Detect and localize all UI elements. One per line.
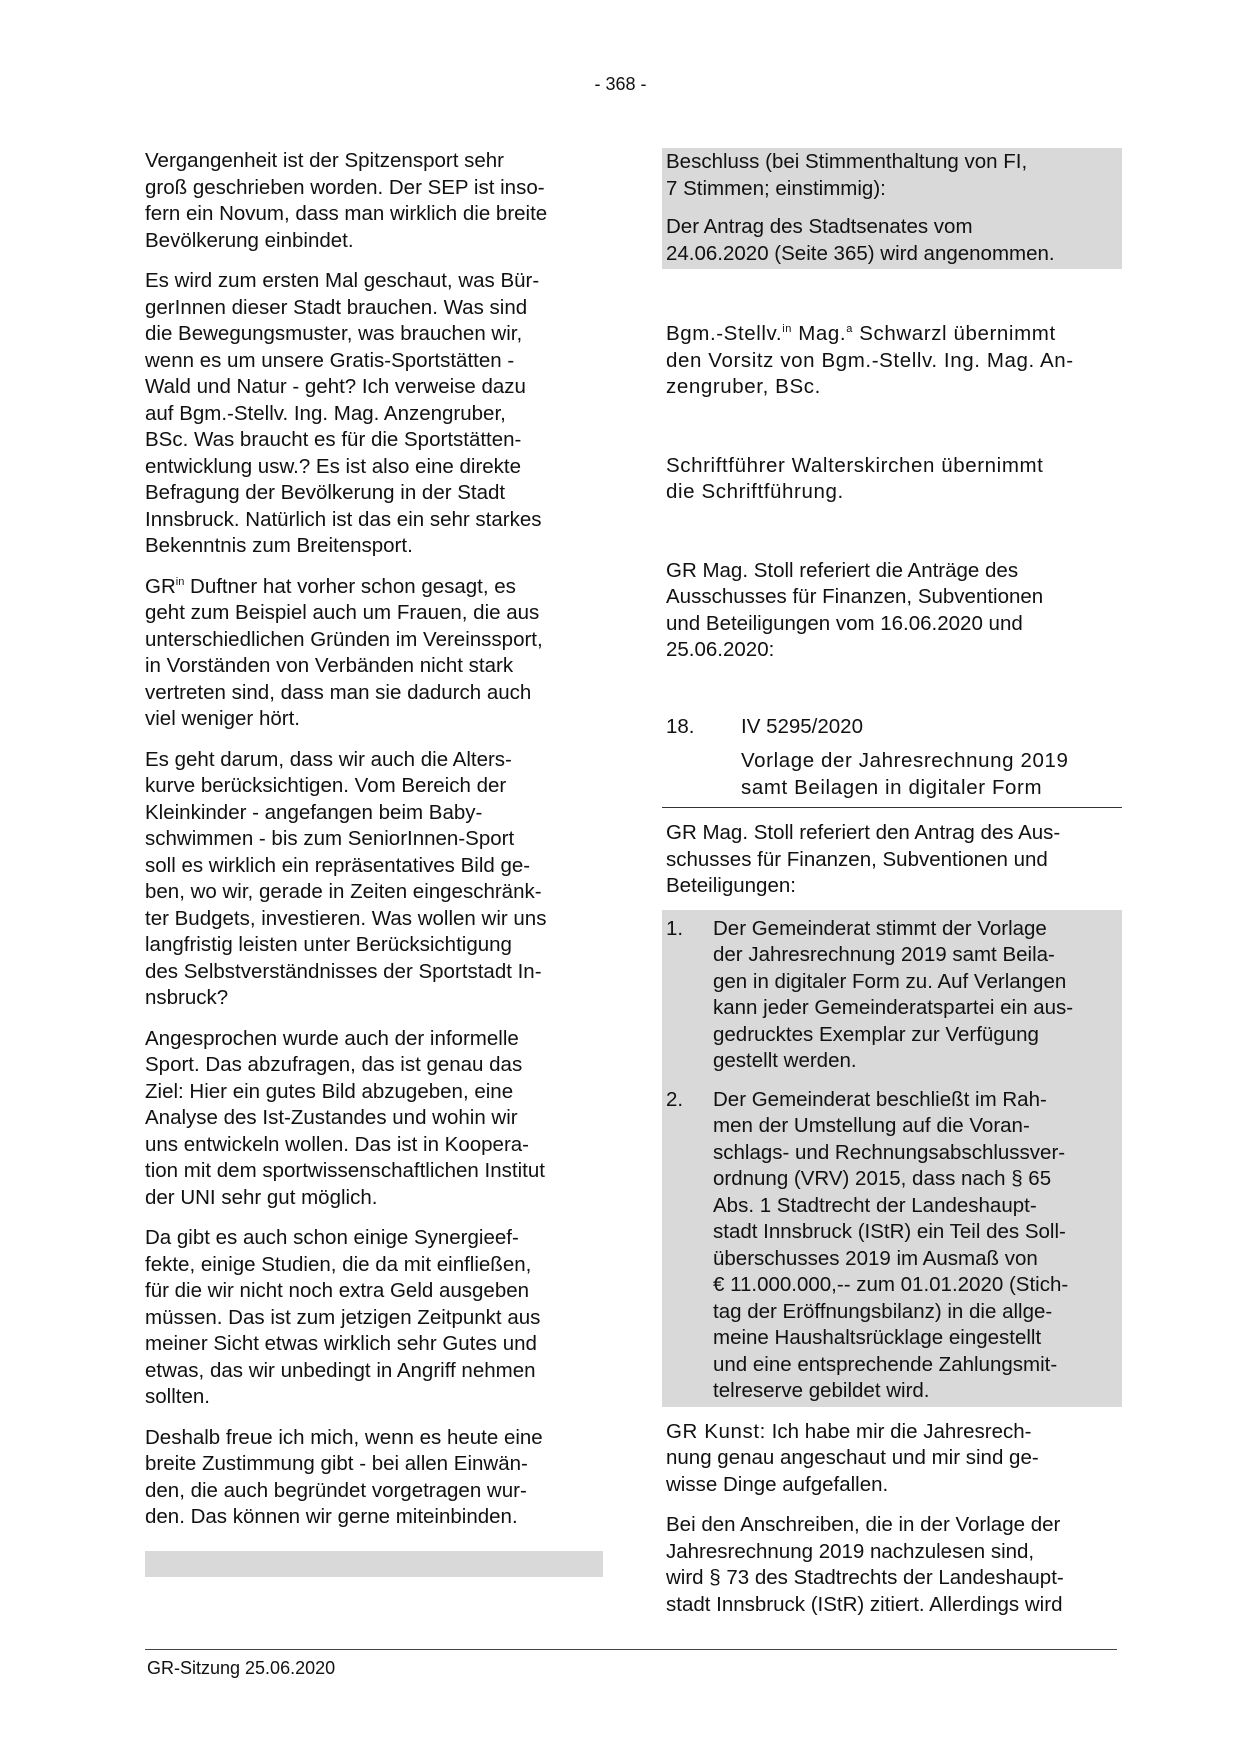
text-line: ordnung (VRV) 2015, dass nach § 65 bbox=[713, 1167, 1052, 1190]
text-line bbox=[145, 574, 603, 601]
beschluss-box bbox=[662, 148, 1122, 269]
gray-resolution-placeholder bbox=[145, 1551, 603, 1577]
beschluss-text bbox=[666, 214, 1118, 267]
list-number: 1. bbox=[666, 916, 684, 940]
text-line: überschusses 2019 im Ausmaß von bbox=[713, 1246, 1038, 1270]
page-number: - 368 - bbox=[594, 74, 647, 94]
text-line: € 11.000.000,-- zum 01.01.2020 (Stich- bbox=[713, 1273, 1069, 1296]
text-line: langfristig leisten unter Berücksichtigung bbox=[145, 933, 512, 956]
antrag-list bbox=[662, 910, 1122, 1407]
text-line: Sport. Das abzufragen, das ist genau das bbox=[145, 1053, 523, 1076]
text-line: die Schriftführung. bbox=[666, 480, 844, 503]
agenda-number: 18. bbox=[666, 714, 695, 738]
text-line: tag der Eröffnungsbilanz) in die allge- bbox=[713, 1299, 1053, 1323]
text-line: wird § 73 des Stadtrechts der Landeshaupt- bbox=[666, 1566, 1064, 1589]
speaker-name: GR Kunst: bbox=[666, 1419, 766, 1443]
text-line: fern ein Novum, dass man wirklich die breite bbox=[145, 202, 548, 225]
paragraph-stoll-antrag bbox=[666, 820, 1118, 900]
text-line: Bevölkerung einbindet. bbox=[145, 228, 354, 252]
text-line: den Vorsitz von Bgm.-Stellv. Ing. Mag. An- bbox=[666, 348, 1074, 372]
text-line: gedrucktes Exemplar zur Verfügung bbox=[713, 1022, 1039, 1046]
text-line: entwicklung usw.? Es ist also eine direkte bbox=[145, 454, 522, 478]
text-line: etwas, das wir unbedingt in Angriff nehmen bbox=[145, 1358, 536, 1382]
text-line: fekte, einige Studien, die da mit einfließen, bbox=[145, 1252, 532, 1276]
text-line: Schriftführer Walterskirchen übernimmt bbox=[666, 453, 1044, 477]
text-fragment: Mag. bbox=[791, 322, 847, 345]
text-line: Befragung der Bevölkerung in der Stadt bbox=[145, 481, 506, 504]
agenda-title bbox=[741, 748, 1118, 801]
text-line: wenn es um unsere Gratis-Sportstätten - bbox=[145, 348, 515, 372]
agenda-header bbox=[666, 714, 1118, 741]
text-line: Der Gemeinderat stimmt der Vorlage bbox=[713, 916, 1047, 940]
text-line: ben, wo wir, gerade in Zeiten eingeschränk- bbox=[145, 880, 542, 903]
text-line: müssen. Das ist zum jetzigen Zeitpunkt aus bbox=[145, 1305, 541, 1329]
text-line: Angesprochen wurde auch der informelle bbox=[145, 1026, 519, 1050]
text-line: für die wir nicht noch extra Geld ausgeben bbox=[145, 1279, 530, 1302]
text-line: Ausschusses für Finanzen, Subventionen bbox=[666, 585, 1044, 608]
text-line: ter Budgets, investieren. Was wollen wir uns bbox=[145, 906, 547, 930]
text-line: und Beteiligungen vom 16.06.2020 und bbox=[666, 611, 1023, 635]
antrag-item-1 bbox=[666, 916, 1118, 1075]
paragraph-kunst bbox=[666, 1419, 1118, 1499]
text-line: telreserve gebildet wird. bbox=[713, 1379, 930, 1402]
text-line: tion mit dem sportwissenschaftlichen Institut bbox=[145, 1159, 545, 1182]
text-line: die Bewegungsmuster, was brauchen wir, bbox=[145, 322, 523, 345]
text-line: in Vorständen von Verbänden nicht stark bbox=[145, 654, 514, 677]
text-line: 7 Stimmen; einstimmig): bbox=[666, 176, 886, 200]
paragraph-duftner bbox=[145, 574, 603, 733]
text-line: Vorlage der Jahresrechnung 2019 bbox=[741, 749, 1069, 772]
text-line: Kleinkinder - angefangen beim Baby- bbox=[145, 800, 483, 824]
agenda-code: IV 5295/2020 bbox=[741, 714, 863, 738]
superscript: in bbox=[175, 575, 185, 588]
text-line: schwimmen - bis zum SeniorInnen-Sport bbox=[145, 827, 515, 850]
text-line: zengruber, BSc. bbox=[666, 375, 821, 398]
text-line: Es geht darum, dass wir auch die Alters- bbox=[145, 747, 512, 771]
paragraph-spitzensport bbox=[145, 148, 603, 254]
text-line: gerInnen dieser Stadt brauchen. Was sind bbox=[145, 295, 528, 319]
text-line: auf Bgm.-Stellv. Ing. Mag. Anzengruber, bbox=[145, 401, 506, 425]
text-line: Abs. 1 Stadtrecht der Landeshaupt- bbox=[713, 1193, 1037, 1217]
text-fragment: Bgm.-Stellv. bbox=[666, 322, 783, 345]
text-line: des Selbstverständnisses der Sportstadt In- bbox=[145, 959, 542, 983]
text-line: geht zum Beispiel auch um Frauen, die aus bbox=[145, 601, 540, 624]
text-line: der UNI sehr gut möglich. bbox=[145, 1185, 378, 1209]
text-line: den, die auch begründet vorgetragen wur- bbox=[145, 1478, 527, 1502]
text-line: Ziel: Hier ein gutes Bild abzugeben, eine bbox=[145, 1079, 514, 1103]
text-line: GR Mag. Stoll referiert den Antrag des Aus- bbox=[666, 821, 1061, 844]
text-line: nung genau angeschaut und mir sind ge- bbox=[666, 1446, 1039, 1469]
text-line bbox=[666, 321, 1118, 348]
footer-divider bbox=[145, 1649, 1117, 1650]
right-column bbox=[666, 148, 1118, 1632]
text-line: schusses für Finanzen, Subventionen und bbox=[666, 847, 1048, 871]
text-line: Analyse des Ist-Zustandes und wohin wir bbox=[145, 1106, 518, 1129]
text-line: schlags- und Rechnungsabschlussver- bbox=[713, 1140, 1066, 1164]
text-line: gestellt werden. bbox=[713, 1049, 857, 1072]
text-line: und eine entsprechende Zahlungsmit- bbox=[713, 1352, 1058, 1376]
text-line: soll es wirklich ein repräsentatives Bild ge- bbox=[145, 853, 531, 877]
list-number: 2. bbox=[666, 1087, 684, 1111]
text-line: 25.06.2020: bbox=[666, 638, 775, 661]
text-line: vertreten sind, dass man sie dadurch auch bbox=[145, 680, 532, 704]
footer-session-date: GR-Sitzung 25.06.2020 bbox=[147, 1658, 336, 1678]
text-line: Da gibt es auch schon einige Synergieef- bbox=[145, 1226, 519, 1249]
text-line: kurve berücksichtigen. Vom Bereich der bbox=[145, 774, 507, 797]
paragraph-synergieeffekte bbox=[145, 1225, 603, 1411]
text-line: viel weniger hört. bbox=[145, 707, 300, 730]
text-line: stadt Innsbruck (IStR) zitiert. Allerdings wird bbox=[666, 1592, 1063, 1616]
text-line: wisse Dinge aufgefallen. bbox=[666, 1472, 889, 1496]
paragraph-informeller-sport bbox=[145, 1026, 603, 1212]
text-line: Beteiligungen: bbox=[666, 874, 796, 897]
text-line: stadt Innsbruck (IStR) ein Teil des Soll- bbox=[713, 1220, 1066, 1243]
text-line: Beschluss (bei Stimmenthaltung von FI, bbox=[666, 150, 1028, 173]
text-fragment: Schwarzl übernimmt bbox=[852, 322, 1056, 345]
superscript: in bbox=[782, 323, 792, 336]
text-line: den. Das können wir gerne miteinbinden. bbox=[145, 1505, 518, 1528]
text-line: GR Mag. Stoll referiert die Anträge des bbox=[666, 558, 1019, 582]
paragraph-alterskurve bbox=[145, 747, 603, 1012]
text-line: Deshalb freue ich mich, wenn es heute eine bbox=[145, 1425, 543, 1449]
paragraph-zustimmung bbox=[145, 1425, 603, 1531]
text-line: meine Haushaltsrücklage eingestellt bbox=[713, 1326, 1042, 1349]
text-line: Der Gemeinderat beschließt im Rah- bbox=[713, 1087, 1047, 1111]
superscript: a bbox=[846, 323, 853, 336]
text-line: 24.06.2020 (Seite 365) wird angenommen. bbox=[666, 241, 1055, 265]
agenda-item bbox=[666, 714, 1118, 809]
list-text bbox=[713, 1087, 1068, 1405]
text-line: nsbruck? bbox=[145, 986, 229, 1009]
text-line: Innsbruck. Natürlich ist das ein sehr starkes bbox=[145, 507, 542, 531]
paragraph-stoll-intro bbox=[666, 558, 1118, 664]
text-line: Jahresrechnung 2019 nachzulesen sind, bbox=[666, 1539, 1035, 1563]
text-fragment: Ich habe mir die Jahresrech- bbox=[765, 1419, 1032, 1443]
text-line: gen in digitaler Form zu. Auf Verlangen bbox=[713, 969, 1067, 993]
text-line: BSc. Was braucht es für die Sportstätten- bbox=[145, 428, 522, 451]
text-line: der Jahresrechnung 2019 samt Beila- bbox=[713, 943, 1055, 966]
beschluss-heading bbox=[666, 149, 1118, 202]
text-line: Vergangenheit ist der Spitzensport sehr bbox=[145, 149, 504, 172]
text-line: Bei den Anschreiben, die in der Vorlage der bbox=[666, 1513, 1061, 1536]
text-line: Bekenntnis zum Breitensport. bbox=[145, 534, 413, 557]
text-line: men der Umstellung auf die Voran- bbox=[713, 1114, 1030, 1137]
agenda-divider bbox=[662, 807, 1122, 808]
text-line: Wald und Natur - geht? Ich verweise dazu bbox=[145, 375, 526, 398]
paragraph-vorsitz bbox=[666, 321, 1118, 401]
text-line: Der Antrag des Stadtsenates vom bbox=[666, 215, 973, 238]
text-line: sollten. bbox=[145, 1385, 210, 1408]
left-column bbox=[145, 148, 603, 1577]
paragraph-schriftfuehrung bbox=[666, 453, 1118, 506]
text-line: breite Zustimmung gibt - bei allen Einwän- bbox=[145, 1452, 528, 1475]
text-fragment: Duftner hat vorher schon gesagt, es bbox=[184, 574, 516, 598]
text-line: samt Beilagen in digitaler Form bbox=[741, 775, 1043, 799]
text-line bbox=[666, 1419, 1118, 1446]
text-line: uns entwickeln wollen. Das ist in Koopera- bbox=[145, 1132, 529, 1156]
list-text bbox=[713, 916, 1073, 1075]
antrag-item-2 bbox=[666, 1087, 1118, 1405]
text-line: Es wird zum ersten Mal geschaut, was Bür- bbox=[145, 269, 540, 292]
text-line: kann jeder Gemeinderatspartei ein aus- bbox=[713, 996, 1074, 1019]
paragraph-anschreiben bbox=[666, 1512, 1118, 1618]
text-line: unterschiedlichen Gründen im Vereinssport, bbox=[145, 627, 543, 651]
paragraph-buergerinnen bbox=[145, 268, 603, 560]
speaker-title: GR bbox=[145, 574, 176, 598]
text-line: groß geschrieben worden. Der SEP ist inso- bbox=[145, 175, 545, 199]
text-line: meiner Sicht etwas wirklich sehr Gutes und bbox=[145, 1332, 537, 1355]
